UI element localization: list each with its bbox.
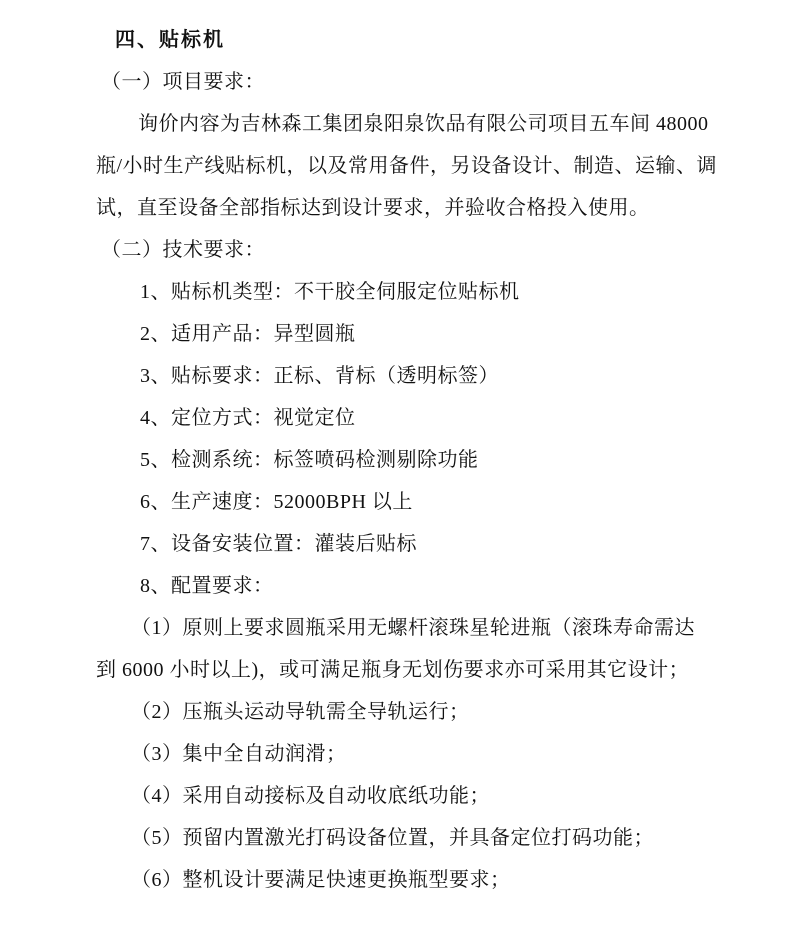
- config-requirement-line: （5）预留内置激光打码设备位置，并具备定位打码功能；: [131, 827, 654, 849]
- config-requirement-line: （4）采用自动接标及自动收底纸功能；: [131, 785, 490, 807]
- tech-requirement-item: 5、检测系统：标签喷码检测剔除功能: [140, 449, 479, 471]
- subsection-title-project-requirements: （一）项目要求：: [101, 71, 265, 93]
- config-requirement-line: （3）集中全自动润滑；: [131, 743, 347, 765]
- paragraph-line: 询价内容为吉林森工集团泉阳泉饮品有限公司项目五车间 48000: [138, 113, 709, 135]
- tech-requirement-item: 8、配置要求：: [140, 575, 274, 597]
- config-requirement-line: （6）整机设计要满足快速更换瓶型要求；: [131, 869, 511, 891]
- paragraph-line: 瓶/小时生产线贴标机，以及常用备件，另设备设计、制造、运输、调: [96, 155, 718, 177]
- tech-requirement-item: 7、设备安装位置：灌装后贴标: [140, 533, 417, 555]
- tech-requirement-item: 3、贴标要求：正标、背标（透明标签）: [140, 365, 499, 387]
- subsection-title-technical-requirements: （二）技术要求：: [101, 239, 265, 261]
- tech-requirement-item: 2、适用产品：异型圆瓶: [140, 323, 356, 345]
- paragraph-line: 试，直至设备全部指标达到设计要求，并验收合格投入使用。: [96, 197, 650, 219]
- tech-requirement-item: 1、贴标机类型：不干胶全伺服定位贴标机: [140, 281, 520, 303]
- tech-requirement-item: 6、生产速度：52000BPH 以上: [140, 491, 413, 513]
- tech-requirement-item: 4、定位方式：视觉定位: [140, 407, 356, 429]
- config-requirement-line: （2）压瓶头运动导轨需全导轨运行；: [131, 701, 470, 723]
- config-requirement-line: 到 6000 小时以上)，或可满足瓶身无划伤要求亦可采用其它设计；: [96, 659, 690, 681]
- section-heading: 四、贴标机: [115, 29, 225, 51]
- config-requirement-line: （1）原则上要求圆瓶采用无螺杆滚珠星轮进瓶（滚珠寿命需达: [131, 617, 695, 639]
